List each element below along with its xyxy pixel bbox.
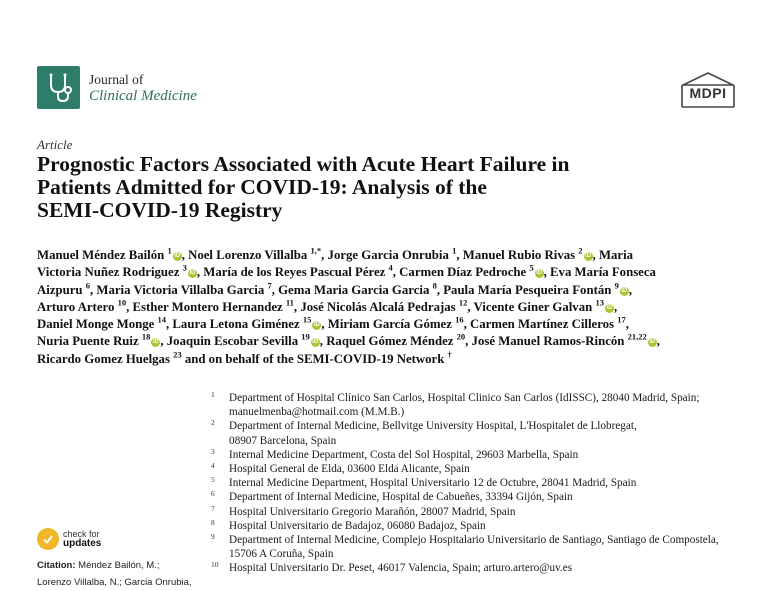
author-list [37,247,747,368]
author-affiliation-ref: 8 [432,280,437,291]
author-affiliation-ref: 20 [456,332,466,343]
updates-label: updates [63,538,102,549]
author-name: , Maria [592,248,634,262]
author-affiliation-ref: 18 [141,332,151,343]
author-line [37,299,747,316]
author-affiliation-ref: 9 [614,280,619,291]
journal-of: Journal of [89,72,144,87]
author-affiliation-ref: 15 [302,314,312,325]
author-line [37,333,747,350]
affiliation-number: 8 [211,517,215,527]
citation-line: Lorenzo Villalba, N.; Garcia Onrubia, [37,577,192,588]
author-name: , María de los Reyes Pascual Pérez [196,265,386,280]
affiliation-text: 15706 A Coruña, Spain [229,548,334,561]
check-updates-text [63,529,101,549]
author-name: , Eva María Fonseca [543,265,656,280]
stethoscope-icon [44,72,74,104]
author-name: Manuel Méndez Bailón [37,248,165,262]
author-name: Victoria Nuñez Rodriguez [37,265,180,280]
orcid-icon[interactable]: iD [621,287,628,294]
checkmark-icon [42,533,54,545]
author-name: , Maria Victoria Villalba Garcia [89,282,265,297]
citation-line [37,557,202,574]
author-affiliation-ref: 3 [182,263,187,274]
affiliation-item [211,490,751,504]
check-updates-icon [37,528,59,550]
author-affiliation-ref: 21,22 [627,332,647,343]
author-name: , Noel Lorenzo Villalba [181,248,308,262]
author-name: Daniel Monge Monge [37,317,155,332]
orcid-icon[interactable]: iD [312,339,319,346]
author-affiliation-ref: 11 [285,297,294,308]
affiliation-number: 5 [211,475,215,485]
author-name: , Joaquin Escobar Sevilla [160,334,299,349]
author-separator: , [613,299,618,314]
affiliation-text: Hospital General de Elda, 03600 Elda Alicante, Spain [229,463,470,476]
author-line [37,247,747,264]
paper-title [37,153,737,222]
orcid-icon[interactable]: iD [313,322,320,329]
author-line [37,316,747,333]
affiliation-text: 08907 Barcelona, Spain [229,434,337,447]
journal-name [89,71,197,105]
affiliation-number: 2 [211,418,215,428]
author-separator: , [628,282,633,297]
affiliation-number: 1 [211,390,215,399]
affiliation-text: Department of Internal Medicine, Bellvitge University Hospital, L'Hospitalet de Llobregat, [229,420,637,433]
author-name: , José Manuel Ramos-Rincón [465,334,625,349]
publisher-name: MDPI [689,85,727,101]
affiliation-item [211,533,751,561]
author-name: , Vicente Giner Galvan [467,299,593,314]
title-line-2: Patients Admitted for COVID-19: Analysis of the [37,175,487,199]
author-name: , Miriam García Gómez [321,317,452,332]
citation-text: Méndez Bailón, M.; [75,560,160,571]
title-line-3: SEMI-COVID-19 Registry [37,198,283,222]
affiliation-item [211,561,751,575]
author-affiliation-ref: 2 [578,245,583,256]
orcid-icon[interactable]: iD [152,339,159,346]
check-for-label: check for [63,529,100,539]
orcid-icon[interactable]: iD [585,253,592,259]
author-affiliation-ref: 17 [617,314,626,325]
affiliation-text: Internal Medicine Department, Hospital Universitario 12 de Octubre, 28041 Madrid, Spain [229,477,637,490]
orcid-icon[interactable]: iD [536,270,543,277]
author-name: , Gema Maria Garcia Garcia [271,282,430,297]
affiliation-item [211,419,751,447]
orcid-icon[interactable]: iD [174,253,181,259]
affiliation-number: 9 [211,532,215,542]
affiliation-number: 10 [211,560,219,570]
author-affiliation-ref: 1,* [310,245,322,256]
author-affiliation-ref: 5 [529,263,534,274]
author-name: , Manuel Rubio Rivas [456,248,576,262]
affiliation-item [211,476,751,490]
article-type: Article [37,137,73,152]
citation-label: Citation: [37,560,76,571]
author-name: , Raquel Gómez Méndez [319,334,454,349]
title-line-1: Prognostic Factors Associated with Acute Heart Failure in [37,152,570,176]
author-affiliation-ref: 19 [301,332,310,343]
affiliation-text: Hospital Universitario Dr. Peset, 46017 Valencia, Spain; arturo.artero@uv.es [229,562,573,575]
affiliation-text: Internal Medicine Department, Costa del Sol Hospital, 29603 Marbella, Spain [229,448,579,461]
author-name: and on behalf of the SEMI-COVID-19 Network [181,351,445,366]
author-affiliation-ref: 16 [455,314,464,325]
publisher-logo [679,71,737,111]
author-name: , Carmen Martínez Cilleros [463,317,615,332]
author-name: Ricardo Gomez Huelgas [37,351,170,366]
affiliation-item [211,519,751,533]
affiliation-text: Department of Internal Medicine, Complejo Hospitalario Universitario de Santiago, Santiago de Compostela, [229,534,719,547]
author-affiliation-ref: 13 [595,297,604,308]
citation [37,557,202,591]
affiliation-item [211,462,751,476]
journal-title: Clinical Medicine [89,88,197,104]
author-affiliation-ref: 10 [117,297,127,308]
affiliation-text: Department of Internal Medicine, Hospital de Cabueñes, 33394 Gijón, Spain [229,491,573,504]
author-affiliation-ref: 7 [267,280,272,291]
journal-logo [37,66,80,109]
author-line [37,282,747,299]
author-name: , Jorge Garcia Onrubia [321,248,449,262]
author-affiliation-ref: 23 [173,349,182,360]
affiliation-number: 6 [211,489,215,499]
author-affiliation-ref: 6 [85,280,90,291]
affiliation-text: Hospital Universitario Gregorio Marañón, 28007 Madrid, Spain [229,505,516,518]
author-affiliation-ref: 1 [452,245,457,256]
author-name: Aizpuru [37,282,83,297]
orcid-icon[interactable]: iD [649,339,656,346]
author-name: , Carmen Díaz Pedroche [392,265,527,280]
affiliation-item [211,505,751,519]
author-line [37,264,747,281]
author-name: , José Nicolás Alcalá Pedrajas [293,299,456,314]
orcid-icon[interactable]: iD [189,270,196,277]
author-affiliation-ref: † [447,349,452,360]
author-affiliation-ref: 1 [167,245,172,256]
author-name: Nuria Puente Ruiz [37,334,139,349]
affiliation-number: 4 [211,461,215,471]
author-line [37,351,747,368]
affiliation-list [211,391,751,576]
author-affiliation-ref: 12 [458,297,468,308]
author-affiliation-ref: 14 [157,314,166,325]
affiliation-item [211,391,751,419]
author-separator: , [656,334,660,349]
check-for-updates-button[interactable] [37,528,101,550]
affiliation-text: Hospital Universitario de Badajoz, 06080 Badajoz, Spain [229,519,486,532]
author-name: , Paula María Pesqueira Fontán [436,282,612,297]
affiliation-text: Department of Hospital Clínico San Carlos, Hospital Clinico San Carlos (IdISSC), 28040 Madrid, Spain; [229,392,700,404]
author-affiliation-ref: 4 [388,263,393,274]
orcid-icon[interactable]: iD [606,304,613,311]
affiliation-item [211,448,751,462]
author-name: , Esther Montero Hernandez [126,299,283,314]
author-separator: , [625,317,629,332]
author-name: , Laura Letona Giménez [166,317,300,332]
affiliation-number: 7 [211,503,215,513]
author-name: Arturo Artero [37,299,115,314]
affiliation-email[interactable]: manuelmenba@hotmail.com (M.M.B.) [229,406,405,419]
affiliation-number: 3 [211,446,215,456]
